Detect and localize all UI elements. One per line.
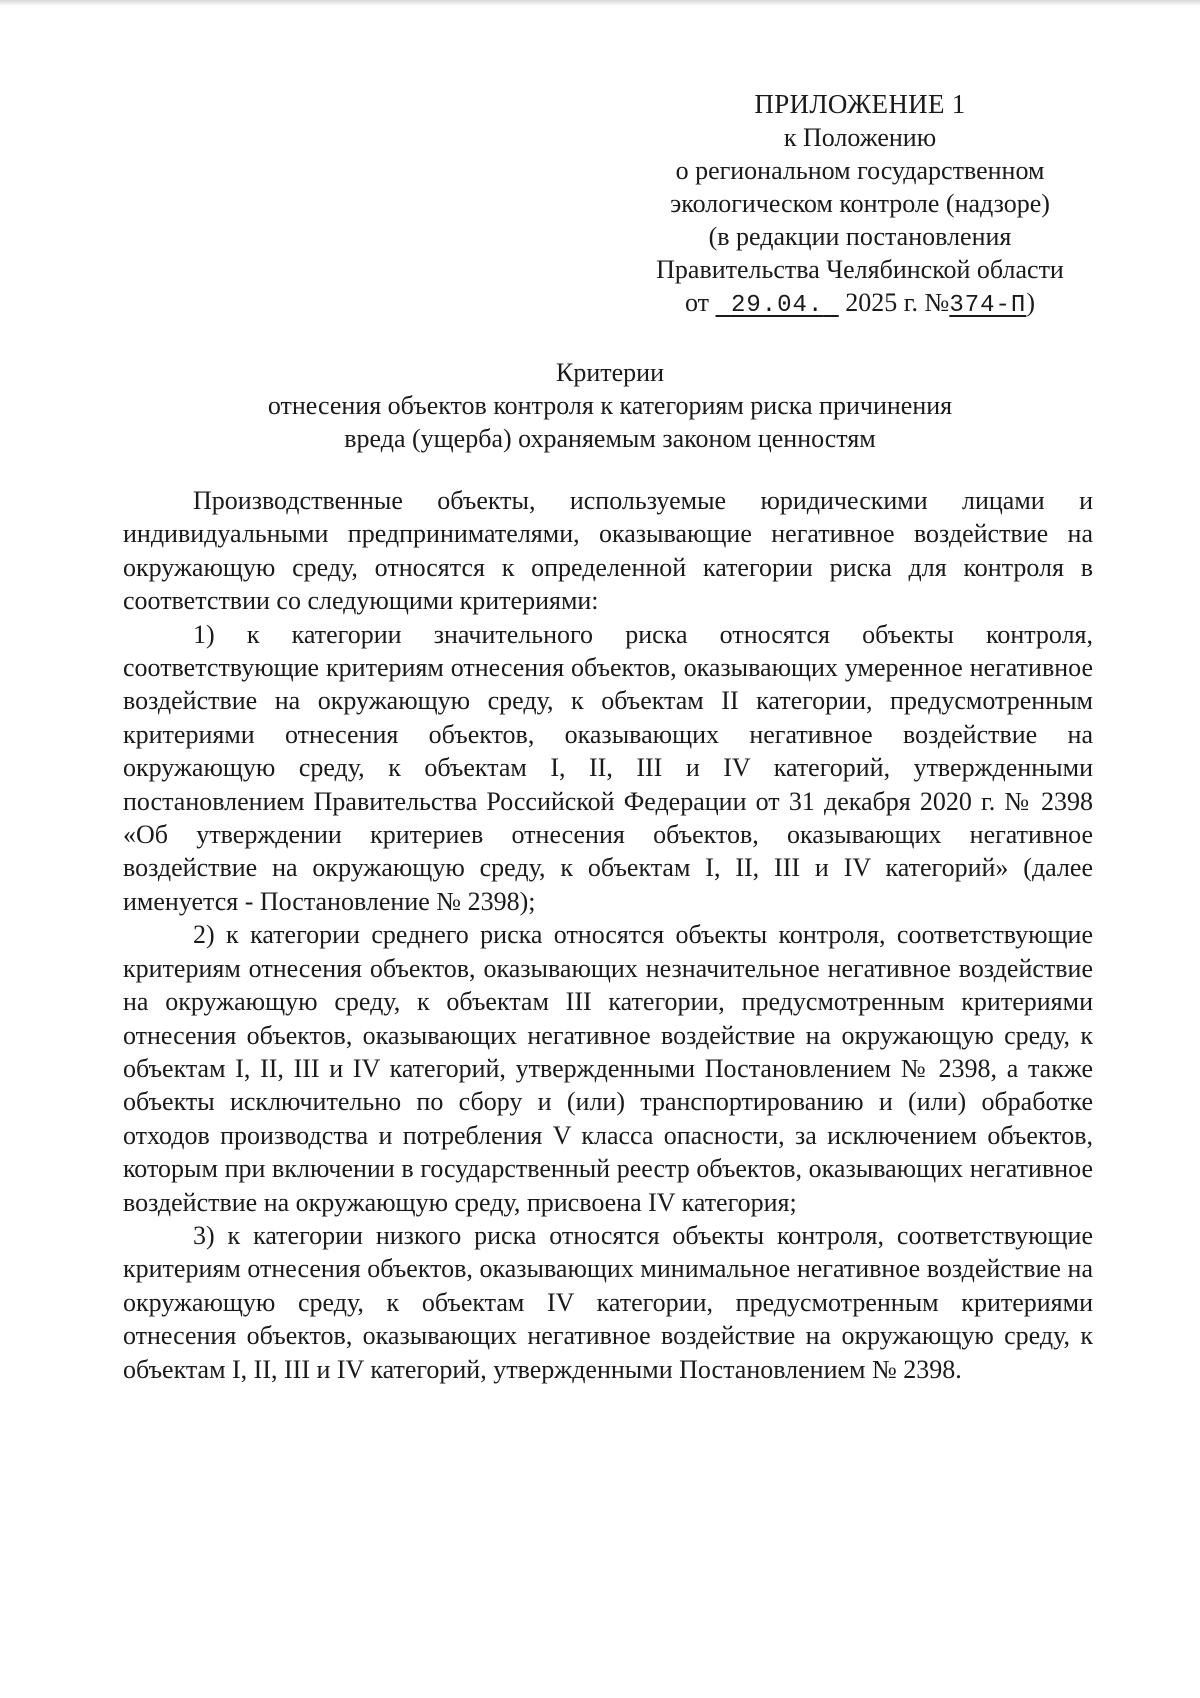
heading-line-2: вреда (ущерба) охраняемым законом ценностям <box>344 424 876 453</box>
appendix-line-2: о региональном государственном <box>675 156 1045 185</box>
appendix-title: ПРИЛОЖЕНИЕ 1 <box>754 89 966 119</box>
criterion-item-1: 1) к категории значительного риска относятся объекты контроля, соответствующие критериям отнесения объектов, оказывающих умеренное негативное воздействие на окружающую среду, к объектам II категории, предусмотренным критериями отнесения объектов, оказывающих негативное воздействие на окружающую среду, к объектам I, II, III и IV категорий, утвержденными постановлением Правительства Российской Федерации от 31 декабря 2020 г. № 2398 «Об утверждении критериев отнесения объектов, оказывающих негативное воздействие на окружающую среду, к объектам I, II, III и IV категорий» (далее именуется - Постановление № 2398); <box>123 619 1093 916</box>
date-value <box>716 292 839 319</box>
appendix-line-3: экологическом контроле (надзоре) <box>670 189 1050 218</box>
document-number: 374-П <box>949 292 1027 319</box>
appendix-date-line <box>600 286 1120 322</box>
closing-paren: ) <box>1026 288 1035 317</box>
date-prefix: от <box>685 288 710 317</box>
criterion-item-3: 3) к категории низкого риска относятся объекты контроля, соответствующие критериям отнесения объектов, оказывающих минимальное негативное воздействие на окружающую среду, к объектам IV категории, предусмотренным критериями отнесения объектов, оказывающих негативное воздействие на окружающую среду, к объектам I, II, III и IV категорий, утвержденными Постановлением № 2398. <box>123 1220 1093 1384</box>
heading-title: Критерии <box>556 358 664 387</box>
appendix-line-5: Правительства Челябинской области <box>656 255 1064 284</box>
appendix-header <box>600 88 1120 322</box>
year-text: 2025 г. № <box>845 288 950 317</box>
heading-line-1: отнесения объектов контроля к категориям риска причинения <box>267 391 953 420</box>
date-value-text: 29.04. <box>730 292 824 319</box>
scan-edge <box>0 0 1200 6</box>
intro-paragraph: Производственные объекты, используемые юридическими лицами и индивидуальными предпринимателями, оказывающие негативное воздействие на окружающую среду, относятся к определенной категории риска для контроля в соответствии со следующими критериями: <box>123 486 1093 616</box>
appendix-line-1: к Положению <box>783 123 937 152</box>
appendix-line-4: (в редакции постановления <box>708 222 1012 251</box>
document-body <box>123 484 1093 1386</box>
criterion-item-2: 2) к категории среднего риска относятся объекты контроля, соответствующие критериям отнесения объектов, оказывающих незначительное негативное воздействие на окружающую среду, к объектам III категории, предусмотренным критериями отнесения объектов, оказывающих негативное воздействие на окружающую среду, к объектам I, II, III и IV категорий, утвержденными Постановлением № 2398, а также объекты исключительно по сбору и (или) транспортированию и (или) обработке отходов производства и потребления V класса опасности, за исключением объектов, которым при включении в государственный реестр объектов, оказывающих негативное воздействие на окружающую среду, присвоена IV категория; <box>123 920 1093 1217</box>
document-heading <box>130 356 1090 455</box>
